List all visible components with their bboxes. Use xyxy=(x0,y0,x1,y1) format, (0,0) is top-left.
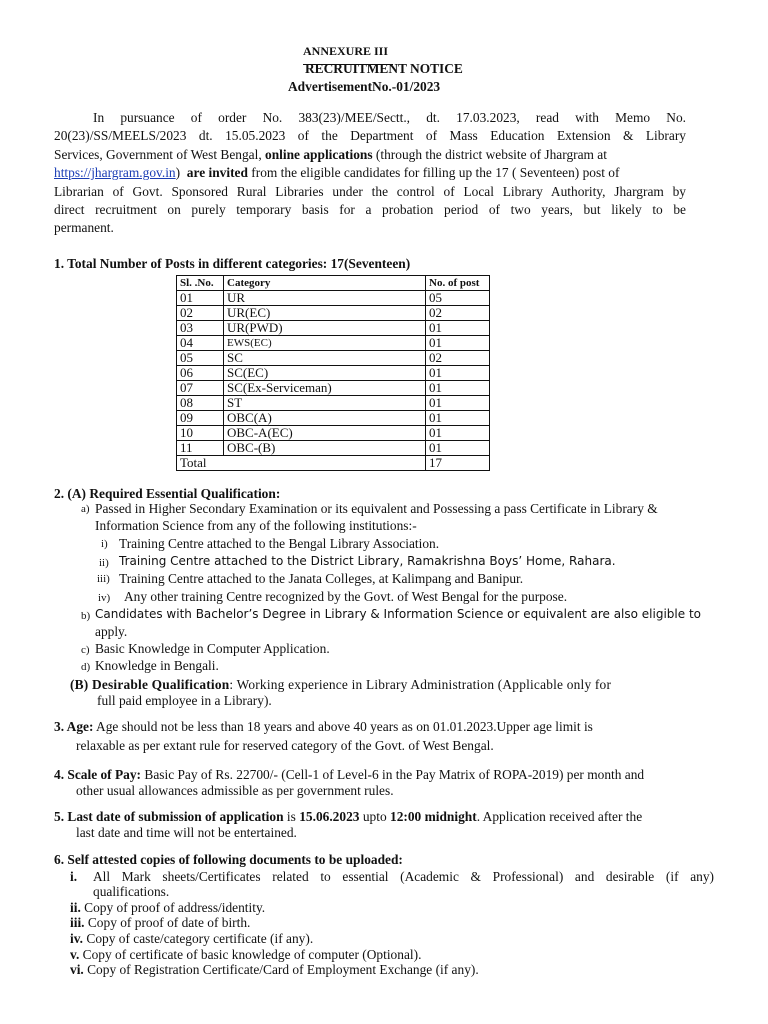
pay-label: 4. Scale of Pay: xyxy=(54,767,142,782)
last-date-mid1: is xyxy=(286,809,296,824)
col-header-category: Category xyxy=(224,276,426,291)
row-posts: 01 xyxy=(426,336,490,351)
section-2-heading: 2. (A) Required Essential Qualification: xyxy=(54,486,281,501)
desirable-line-1 xyxy=(70,677,611,692)
doc-ii xyxy=(70,900,265,915)
row-category: SC(Ex-Serviceman) xyxy=(224,381,426,396)
section-4-line-2: other usual allowances admissible as per government rules. xyxy=(76,783,394,798)
row-slno: 07 xyxy=(177,381,224,396)
last-date-label: 5. Last date of submission of application xyxy=(54,809,284,824)
are-invited-text: are invited xyxy=(186,165,248,180)
row-posts: 01 xyxy=(426,381,490,396)
inst-ii-text: Training Centre attached to the District Library, Ramakrishna Boys’ Home, Rahara. xyxy=(119,554,616,568)
intro-line-7: permanent. xyxy=(54,220,114,235)
item-b-line-1: Candidates with Bachelor’s Degree in Library & Information Science or equivalent are also eligible to xyxy=(95,607,701,621)
doc-i-cont: qualifications. xyxy=(93,884,170,899)
row-posts: 02 xyxy=(426,306,490,321)
item-d-text: Knowledge in Bengali. xyxy=(95,658,219,673)
inst-i-text: Training Centre attached to the Bengal Library Association. xyxy=(119,536,440,551)
total-value: 17 xyxy=(426,456,490,471)
item-c-text: Basic Knowledge in Computer Application. xyxy=(95,641,330,656)
row-category: EWS(EC) xyxy=(224,336,426,351)
age-label: 3. Age: xyxy=(54,719,94,734)
row-posts: 01 xyxy=(426,426,490,441)
doc-i-marker: i. xyxy=(70,869,78,884)
intro-line-5: Librarian of Govt. Sponsored Rural Libraries under the control of Local Library Authority, Jhargram by xyxy=(54,184,686,199)
doc-iv-text: Copy of caste/category certificate (if any). xyxy=(86,931,314,946)
section-4-line-1 xyxy=(54,767,644,782)
table-row xyxy=(177,321,490,336)
table-row xyxy=(177,441,490,456)
row-slno: 11 xyxy=(177,441,224,456)
posts-table-body xyxy=(177,291,490,456)
table-row xyxy=(177,426,490,441)
intro-line-6: direct recruitment on purely temporary basis for a probation period of two years, but likely to be xyxy=(54,202,686,217)
row-category: OBC(A) xyxy=(224,411,426,426)
table-row xyxy=(177,336,490,351)
doc-iv-marker: iv. xyxy=(70,931,84,946)
row-category: SC xyxy=(224,351,426,366)
age-text: Age should not be less than 18 years and above 40 years as on 01.01.2023.Upper age limit is xyxy=(96,719,593,734)
row-slno: 03 xyxy=(177,321,224,336)
desirable-text: : Working experience in Library Administration (Applicable only for xyxy=(229,677,612,692)
item-d-marker: d) xyxy=(81,661,91,673)
inst-iv-marker: iv) xyxy=(98,592,111,604)
table-row xyxy=(177,351,490,366)
inst-iii-marker: iii) xyxy=(97,573,110,585)
notice-title: RECRUITMENT NOTICE xyxy=(305,61,463,76)
desirable-label: (B) Desirable Qualification xyxy=(70,677,230,692)
row-slno: 10 xyxy=(177,426,224,441)
row-slno: 09 xyxy=(177,411,224,426)
row-posts: 02 xyxy=(426,351,490,366)
section-3-line-2: relaxable as per extant rule for reserved category of the Govt. of West Bengal. xyxy=(76,738,494,753)
inst-iv-text: Any other training Centre recognized by the Govt. of West Bengal for the purpose. xyxy=(124,589,568,604)
section-3-line-1 xyxy=(54,719,593,734)
last-date-mid2: upto xyxy=(362,809,387,824)
row-slno: 06 xyxy=(177,366,224,381)
table-row xyxy=(177,291,490,306)
intro-line-3-post: (through the district website of Jhargram at xyxy=(375,147,607,162)
row-slno: 04 xyxy=(177,336,224,351)
table-row xyxy=(177,411,490,426)
row-category: ST xyxy=(224,396,426,411)
row-slno: 01 xyxy=(177,291,224,306)
doc-v-text: Copy of certificate of basic knowledge of computer (Optional). xyxy=(82,947,422,962)
doc-iii xyxy=(70,915,250,930)
doc-vi xyxy=(70,962,479,977)
row-posts: 05 xyxy=(426,291,490,306)
last-date-post: . Application received after the xyxy=(476,809,643,824)
row-posts: 01 xyxy=(426,321,490,336)
section-5-line-2: last date and time will not be entertained. xyxy=(76,825,297,840)
doc-v-marker: v. xyxy=(70,947,80,962)
intro-line-2: 20(23)/SS/MEELS/2023 dt. 15.05.2023 of the Department of Mass Education Extension & Library xyxy=(54,128,686,143)
item-b-line-2: apply. xyxy=(95,624,128,639)
row-category: OBC-A(EC) xyxy=(224,426,426,441)
row-posts: 01 xyxy=(426,396,490,411)
advertisement-number: AdvertisementNo.-01/2023 xyxy=(288,79,441,94)
annexure-label: ANNEXURE III xyxy=(303,44,389,58)
online-applications-text: online applications xyxy=(265,147,373,162)
row-category: SC(EC) xyxy=(224,366,426,381)
intro-line-1: In pursuance of order No. 383(23)/MEE/Sectt., dt. 17.03.2023, read with Memo No. xyxy=(93,110,686,125)
district-website-link[interactable]: https://jhargram.gov.in xyxy=(54,165,176,180)
intro-line-3 xyxy=(54,147,607,162)
doc-iii-text: Copy of proof of date of birth. xyxy=(87,915,251,930)
row-category: UR(PWD) xyxy=(224,321,426,336)
doc-ii-text: Copy of proof of address/identity. xyxy=(84,900,266,915)
row-posts: 01 xyxy=(426,441,490,456)
row-posts: 01 xyxy=(426,366,490,381)
last-time-value: 12:00 midnight xyxy=(390,809,477,824)
table-row xyxy=(177,381,490,396)
row-slno: 08 xyxy=(177,396,224,411)
doc-vi-text: Copy of Registration Certificate/Card of Employment Exchange (if any). xyxy=(87,962,479,977)
doc-i-text: All Mark sheets/Certificates related to essential (Academic & Professional) and desirable (if any) xyxy=(93,869,714,884)
item-c-marker: c) xyxy=(81,644,90,656)
desirable-line-2: full paid employee in a Library). xyxy=(97,693,272,708)
inst-iii-text: Training Centre attached to the Janata Colleges, at Kalimpang and Banipur. xyxy=(119,571,524,586)
last-date-value: 15.06.2023 xyxy=(299,809,360,824)
item-a-marker: a) xyxy=(81,503,90,515)
inst-i-marker: i) xyxy=(101,538,108,550)
doc-vi-marker: vi. xyxy=(70,962,84,977)
row-category: OBC-(B) xyxy=(224,441,426,456)
section-1-heading: 1. Total Number of Posts in different categories: 17(Seventeen) xyxy=(54,256,411,271)
doc-v xyxy=(70,947,421,962)
table-header-row xyxy=(177,276,490,291)
col-header-slno: Sl. .No. xyxy=(177,276,224,291)
posts-table xyxy=(176,275,490,471)
row-slno: 02 xyxy=(177,306,224,321)
item-a-line-1: Passed in Higher Secondary Examination or its equivalent and Possessing a pass Certificate in Library & xyxy=(95,501,658,516)
row-category: UR(EC) xyxy=(224,306,426,321)
pay-text: Basic Pay of Rs. 22700/- (Cell-1 of Level-6 in the Pay Matrix of ROPA-2019) per month and xyxy=(144,767,645,782)
row-posts: 01 xyxy=(426,411,490,426)
table-row xyxy=(177,306,490,321)
item-b-marker: b) xyxy=(81,610,91,622)
row-category: UR xyxy=(224,291,426,306)
intro-line-3-pre: Services, Government of West Bengal, xyxy=(54,147,262,162)
intro-line-4-post: from the eligible candidates for filling up the 17 ( Seventeen) post of xyxy=(251,165,620,180)
table-row xyxy=(177,396,490,411)
section-6-heading: 6. Self attested copies of following documents to be uploaded: xyxy=(54,852,403,867)
doc-iii-marker: iii. xyxy=(70,915,85,930)
section-5-line-1 xyxy=(54,809,642,824)
row-slno: 05 xyxy=(177,351,224,366)
doc-iv xyxy=(70,931,313,946)
intro-line-4: https://jhargram.gov.in) are invited from the eligible candidates for filling up the 17 ( Seventeen) post of xyxy=(54,165,620,180)
inst-ii-marker: ii) xyxy=(99,557,109,569)
total-label: Total xyxy=(177,456,426,471)
item-a-line-2: Information Science from any of the following institutions:- xyxy=(95,518,417,533)
table-total-row xyxy=(177,456,490,471)
col-header-posts: No. of post xyxy=(426,276,490,291)
table-row xyxy=(177,366,490,381)
doc-ii-marker: ii. xyxy=(70,900,81,915)
